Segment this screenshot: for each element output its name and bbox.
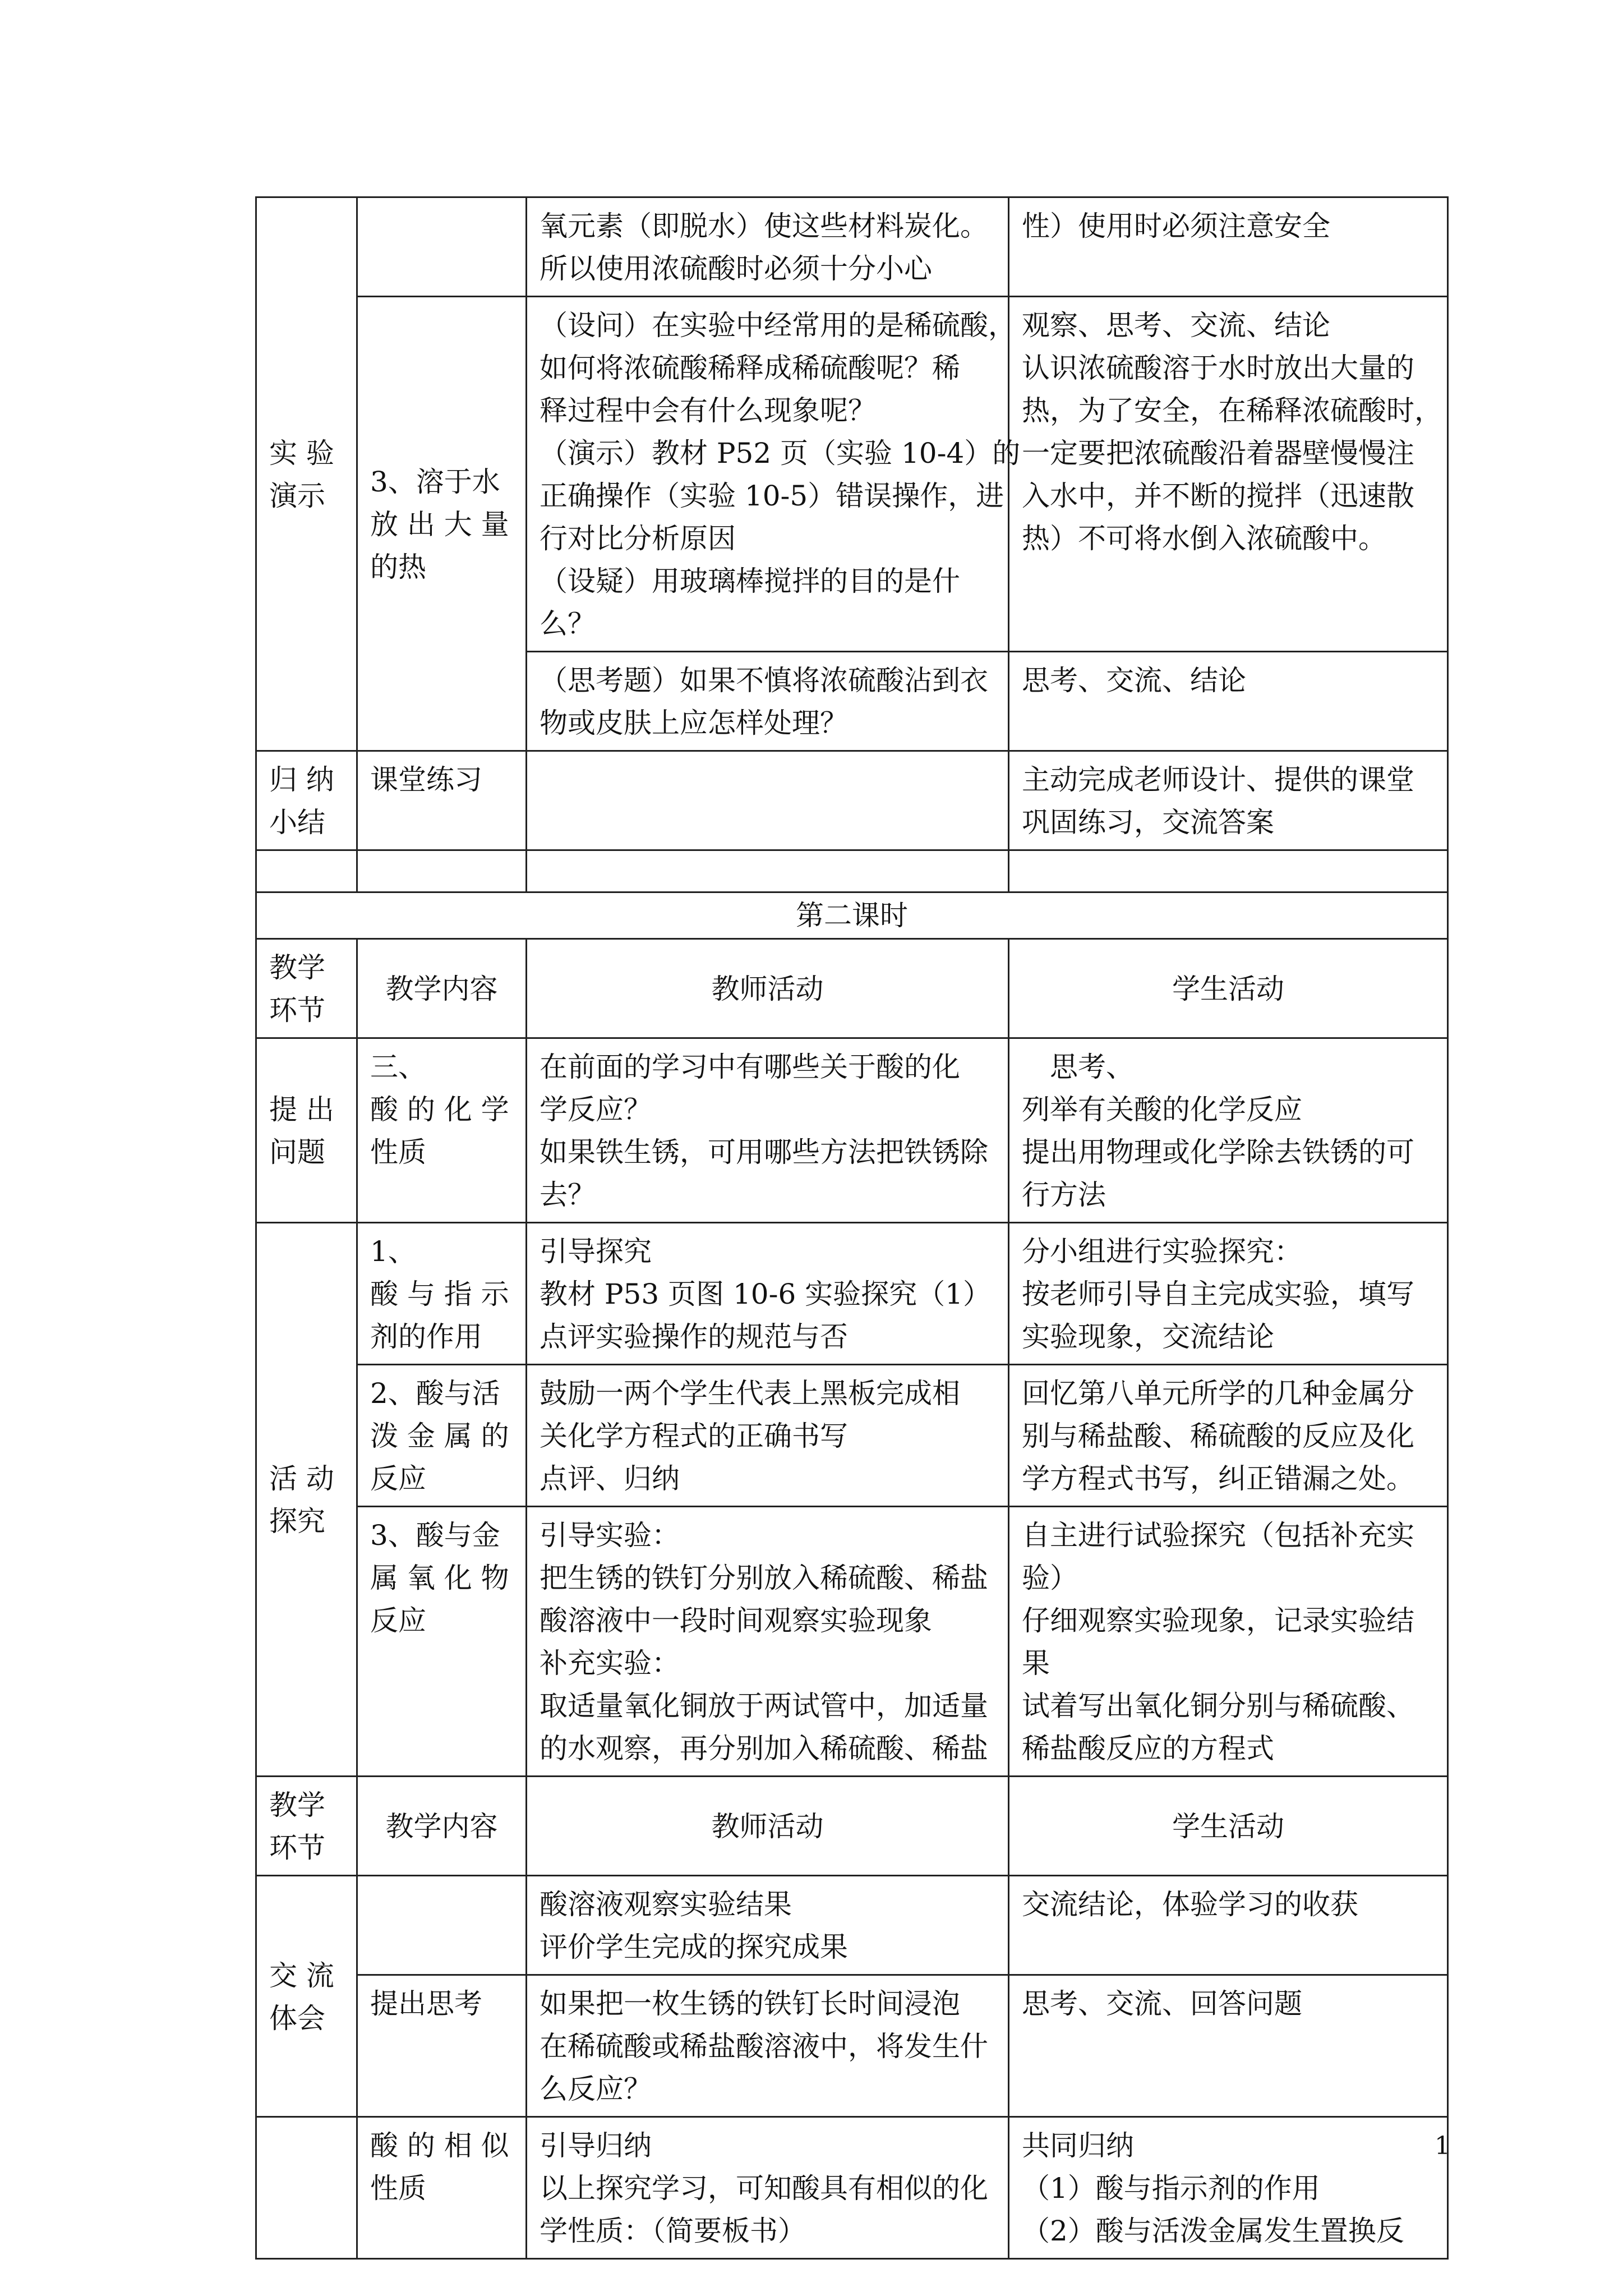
student-cell: 观察、思考、交流、结论 认识浓硫酸溶于水时放出大量的 热，为了安全，在稀释浓硫酸时， 一定要把浓硫酸沿着器壁慢慢注 入水中，并不断的搅拌（迅速散 热）不可将水倒入浓硫酸中。 xyxy=(1009,297,1448,652)
header-student: 学生活动 xyxy=(1009,939,1448,1038)
header-teacher: 教师活动 xyxy=(527,939,1009,1038)
teacher-cell: 如果把一枚生锈的铁钉长时间浸泡 在稀硫酸或稀盐酸溶液中，将发生什 么反应？ xyxy=(527,1975,1009,2117)
header-row xyxy=(256,1777,1448,1876)
content-cell xyxy=(357,197,527,297)
header-content: 教学内容 xyxy=(357,1777,527,1876)
content-cell: 酸 的 相 似 性质 xyxy=(357,2117,527,2259)
table-row xyxy=(256,1975,1448,2117)
table-row xyxy=(256,1365,1448,1507)
teacher-cell: 引导探究 教材 P53 页图 10-6 实验探究（1） 点评实验操作的规范与否 xyxy=(527,1223,1009,1365)
table-row xyxy=(256,1223,1448,1365)
content-cell: 提出思考 xyxy=(357,1975,527,2117)
header-stage: 教学 环节 xyxy=(256,939,357,1038)
content-cell: 课堂练习 xyxy=(357,751,527,850)
student-cell: 回忆第八单元所学的几种金属分 别与稀盐酸、稀硫酸的反应及化 学方程式书写，纠正错漏之处。 xyxy=(1009,1365,1448,1507)
header-student: 学生活动 xyxy=(1009,1777,1448,1876)
content-cell: 三、 酸 的 化 学 性质 xyxy=(357,1038,527,1223)
page-number: 1 xyxy=(1435,2132,1450,2160)
teacher-cell: 在前面的学习中有哪些关于酸的化 学反应？ 如果铁生锈，可用哪些方法把铁锈除 去？ xyxy=(527,1038,1009,1223)
teacher-cell xyxy=(527,751,1009,850)
content-cell xyxy=(357,1876,527,1975)
stage-cell xyxy=(256,2117,357,2259)
stage-cell: 归 纳 小结 xyxy=(256,751,357,850)
teacher-cell: 引导归纳 以上探究学习，可知酸具有相似的化 学性质：（简要板书） xyxy=(527,2117,1009,2259)
header-stage: 教学 环节 xyxy=(256,1777,357,1876)
content-cell: 3、酸与金 属 氧 化 物 反应 xyxy=(357,1507,527,1777)
student-cell: 自主进行试验探究（包括补充实 验） 仔细观察实验现象，记录实验结 果 试着写出氧化铜分别与稀硫酸、 稀盐酸反应的方程式 xyxy=(1009,1507,1448,1777)
lesson-plan-table xyxy=(255,196,1449,2260)
stage-cell: 活 动 探究 xyxy=(256,1223,357,1777)
content-cell: 1、 酸 与 指 示 剂的作用 xyxy=(357,1223,527,1365)
content-cell: 3、溶于水 放 出 大 量 的热 xyxy=(357,297,527,751)
section-title-row xyxy=(256,892,1448,939)
student-cell: 分小组进行实验探究： 按老师引导自主完成实验，填写 实验现象，交流结论 xyxy=(1009,1223,1448,1365)
teacher-cell: 鼓励一两个学生代表上黑板完成相 关化学方程式的正确书写 点评、归纳 xyxy=(527,1365,1009,1507)
student-cell: 思考、交流、回答问题 xyxy=(1009,1975,1448,2117)
student-cell: 思考、 列举有关酸的化学反应 提出用物理或化学除去铁锈的可 行方法 xyxy=(1009,1038,1448,1223)
stage-cell: 实 验 演示 xyxy=(256,197,357,751)
table-row xyxy=(256,1038,1448,1223)
stage-cell: 提 出 问题 xyxy=(256,1038,357,1223)
table-row xyxy=(256,751,1448,850)
student-cell: 思考、交流、结论 xyxy=(1009,652,1448,751)
header-teacher: 教师活动 xyxy=(527,1777,1009,1876)
table-row xyxy=(256,2117,1448,2259)
empty-row xyxy=(256,850,1448,892)
section-title: 第二课时 xyxy=(256,892,1448,939)
teacher-cell: （思考题）如果不慎将浓硫酸沾到衣 物或皮肤上应怎样处理？ xyxy=(527,652,1009,751)
teacher-cell: 氧元素（即脱水）使这些材料炭化。 所以使用浓硫酸时必须十分小心 xyxy=(527,197,1009,297)
table-row xyxy=(256,197,1448,297)
header-row xyxy=(256,939,1448,1038)
student-cell: 交流结论，体验学习的收获 xyxy=(1009,1876,1448,1975)
table-row xyxy=(256,297,1448,652)
student-cell: 性）使用时必须注意安全 xyxy=(1009,197,1448,297)
table-row xyxy=(256,1876,1448,1975)
content-cell: 2、酸与活 泼 金 属 的 反应 xyxy=(357,1365,527,1507)
teacher-cell: 酸溶液观察实验结果 评价学生完成的探究成果 xyxy=(527,1876,1009,1975)
table-row xyxy=(256,1507,1448,1777)
stage-cell: 交 流 体会 xyxy=(256,1876,357,2117)
student-cell: 主动完成老师设计、提供的课堂 巩固练习，交流答案 xyxy=(1009,751,1448,850)
teacher-cell: （设问）在实验中经常用的是稀硫酸， 如何将浓硫酸稀释成稀硫酸呢？稀 释过程中会有什么现象呢？ （演示）教材 P52 页（实验 10-4）的 正确操作（实验 10-5）错误操作，进 行对比分析原因 （设疑）用玻璃棒搅拌的目的是什 么？ xyxy=(527,297,1009,652)
teacher-cell: 引导实验： 把生锈的铁钉分别放入稀硫酸、稀盐 酸溶液中一段时间观察实验现象 补充实验： 取适量氧化铜放于两试管中，加适量 的水观察，再分别加入稀硫酸、稀盐 xyxy=(527,1507,1009,1777)
header-content: 教学内容 xyxy=(357,939,527,1038)
student-cell: 共同归纳 （1）酸与指示剂的作用 （2）酸与活泼金属发生置换反 xyxy=(1009,2117,1448,2259)
